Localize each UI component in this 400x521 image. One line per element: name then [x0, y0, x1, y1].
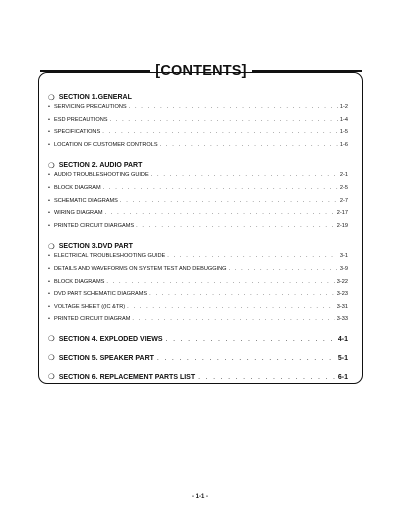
entry-page: 2-5	[339, 184, 348, 191]
bullet-icon: •	[48, 278, 50, 285]
toc-entry[interactable]	[48, 104, 348, 117]
entry-label: DVD PART SCHEMATIC DIAGRAMS	[54, 291, 148, 298]
dot-leader	[167, 253, 338, 259]
section-marker-icon: ❍	[48, 333, 55, 343]
entry-page: 3-31	[336, 303, 348, 310]
entry-label: PRINTED CIRCUIT DIARGAMS	[54, 222, 135, 229]
dot-leader	[157, 355, 335, 362]
bullet-icon: •	[48, 222, 50, 229]
section-marker-icon: ❍	[48, 371, 55, 381]
dot-leader	[103, 185, 338, 191]
entry-page: 1-6	[339, 141, 348, 148]
entry-label: BLOCK DIAGRAMS	[54, 278, 105, 285]
section-heading[interactable]	[48, 239, 348, 253]
section-title: SECTION 1.GENERAL	[58, 93, 132, 101]
entry-page: 1-2	[339, 104, 348, 110]
bullet-icon: •	[48, 210, 50, 217]
bullet-icon: •	[48, 265, 50, 272]
dot-leader	[106, 279, 334, 285]
entry-page: 3-9	[339, 265, 348, 272]
dot-leader	[129, 104, 338, 110]
section-marker-icon: ❍	[48, 352, 55, 362]
toc-entry[interactable]	[48, 185, 348, 198]
toc-entry[interactable]	[48, 129, 348, 142]
dot-leader	[132, 316, 334, 322]
section-heading[interactable]	[48, 353, 348, 372]
section-heading[interactable]	[48, 334, 348, 353]
section-page: 4-1	[337, 335, 348, 343]
entry-label: AUDIO TROUBLESHOOTING GUIDE	[54, 172, 149, 179]
bullet-icon: •	[48, 253, 50, 260]
title-rule-right	[252, 70, 362, 72]
page-number: - 1-1 -	[191, 494, 208, 500]
section-title: SECTION 3.DVD PART	[58, 242, 133, 250]
title-rule-left	[40, 70, 150, 72]
dot-leader	[104, 210, 334, 216]
entry-page: 2-1	[339, 172, 348, 179]
section-marker-icon: ❍	[48, 92, 55, 102]
entry-page: 1-4	[339, 116, 348, 123]
entry-label: ESD PRECAUTIONS	[54, 116, 108, 123]
entry-page: 1-5	[339, 129, 348, 136]
dot-leader	[120, 198, 338, 204]
dot-leader	[198, 374, 335, 381]
toc-entry[interactable]	[48, 279, 348, 292]
toc-entry[interactable]	[48, 316, 348, 329]
dot-leader	[109, 117, 337, 123]
section-marker-icon: ❍	[48, 241, 55, 251]
toc-entry[interactable]	[48, 172, 348, 185]
entry-label: VOLTAGE SHEET ((IC &TR)	[54, 303, 126, 310]
entry-page: 3-22	[336, 278, 348, 285]
toc-entry[interactable]	[48, 117, 348, 130]
section-page: 5-1	[337, 354, 348, 362]
entry-page: 3-33	[336, 316, 348, 323]
entry-label: SERVICING PRECAUTIONS	[54, 104, 127, 110]
section-heading[interactable]	[48, 158, 348, 172]
toc-entry[interactable]	[48, 304, 348, 317]
section-marker-icon: ❍	[48, 160, 55, 170]
bullet-icon: •	[48, 303, 50, 310]
dot-leader	[229, 266, 338, 272]
entry-label: PRINTED CIRCUIT DIAGRAM	[54, 316, 131, 323]
toc-entry[interactable]	[48, 142, 348, 155]
dot-leader	[102, 129, 338, 135]
entry-label: SPECIFICATIONS	[54, 129, 101, 136]
dot-leader	[149, 291, 335, 297]
section-title: SECTION 2. AUDIO PART	[58, 161, 143, 169]
bullet-icon: •	[48, 116, 50, 123]
section-heading[interactable]	[48, 372, 348, 391]
title-row	[40, 61, 362, 81]
bullet-icon: •	[48, 291, 50, 298]
toc-entry[interactable]	[48, 266, 348, 279]
bullet-icon: •	[48, 184, 50, 191]
entry-label: WIRING DIAGRAM	[54, 210, 103, 217]
entry-label: SCHEMATIC DIAGRAMS	[54, 197, 118, 204]
toc-entry[interactable]	[48, 291, 348, 304]
entry-label: ELECTRICAL TROUBLESHOOTING GUIDE	[54, 253, 166, 260]
bullet-icon: •	[48, 197, 50, 204]
section-page: 6-1	[337, 373, 348, 381]
entry-page: 3-1	[339, 253, 348, 260]
section-title: SECTION 6. REPLACEMENT PARTS LIST	[58, 373, 196, 381]
toc-entry[interactable]	[48, 198, 348, 211]
entry-page: 2-19	[336, 222, 348, 229]
entry-page: 3-23	[336, 291, 348, 298]
table-of-contents	[48, 90, 348, 391]
toc-entry[interactable]	[48, 223, 348, 236]
entry-page: 2-7	[339, 197, 348, 204]
dot-leader	[160, 142, 338, 148]
page-title: [CONTENTS]	[155, 63, 247, 79]
entry-page: 2-17	[336, 210, 348, 217]
dot-leader	[166, 336, 335, 343]
bullet-icon: •	[48, 129, 50, 136]
dot-leader	[151, 172, 338, 178]
entry-label: BLOCK DIAGRAM	[54, 184, 101, 191]
bullet-icon: •	[48, 172, 50, 179]
section-title: SECTION 4. EXPLODED VIEWS	[58, 335, 163, 343]
entry-label: DETAILS AND WAVEFORMS ON SYSTEM TEST AND DEBUGGING	[54, 265, 227, 272]
bullet-icon: •	[48, 104, 50, 110]
toc-entry[interactable]	[48, 210, 348, 223]
dot-leader	[127, 304, 335, 310]
entry-label: LOCATION OF CUSTOMER CONTROLS	[54, 141, 158, 148]
toc-entry[interactable]	[48, 253, 348, 266]
section-heading[interactable]	[48, 90, 348, 104]
bullet-icon: •	[48, 316, 50, 323]
bullet-icon: •	[48, 141, 50, 148]
section-title: SECTION 5. SPEAKER PART	[58, 354, 154, 362]
dot-leader	[136, 223, 335, 229]
